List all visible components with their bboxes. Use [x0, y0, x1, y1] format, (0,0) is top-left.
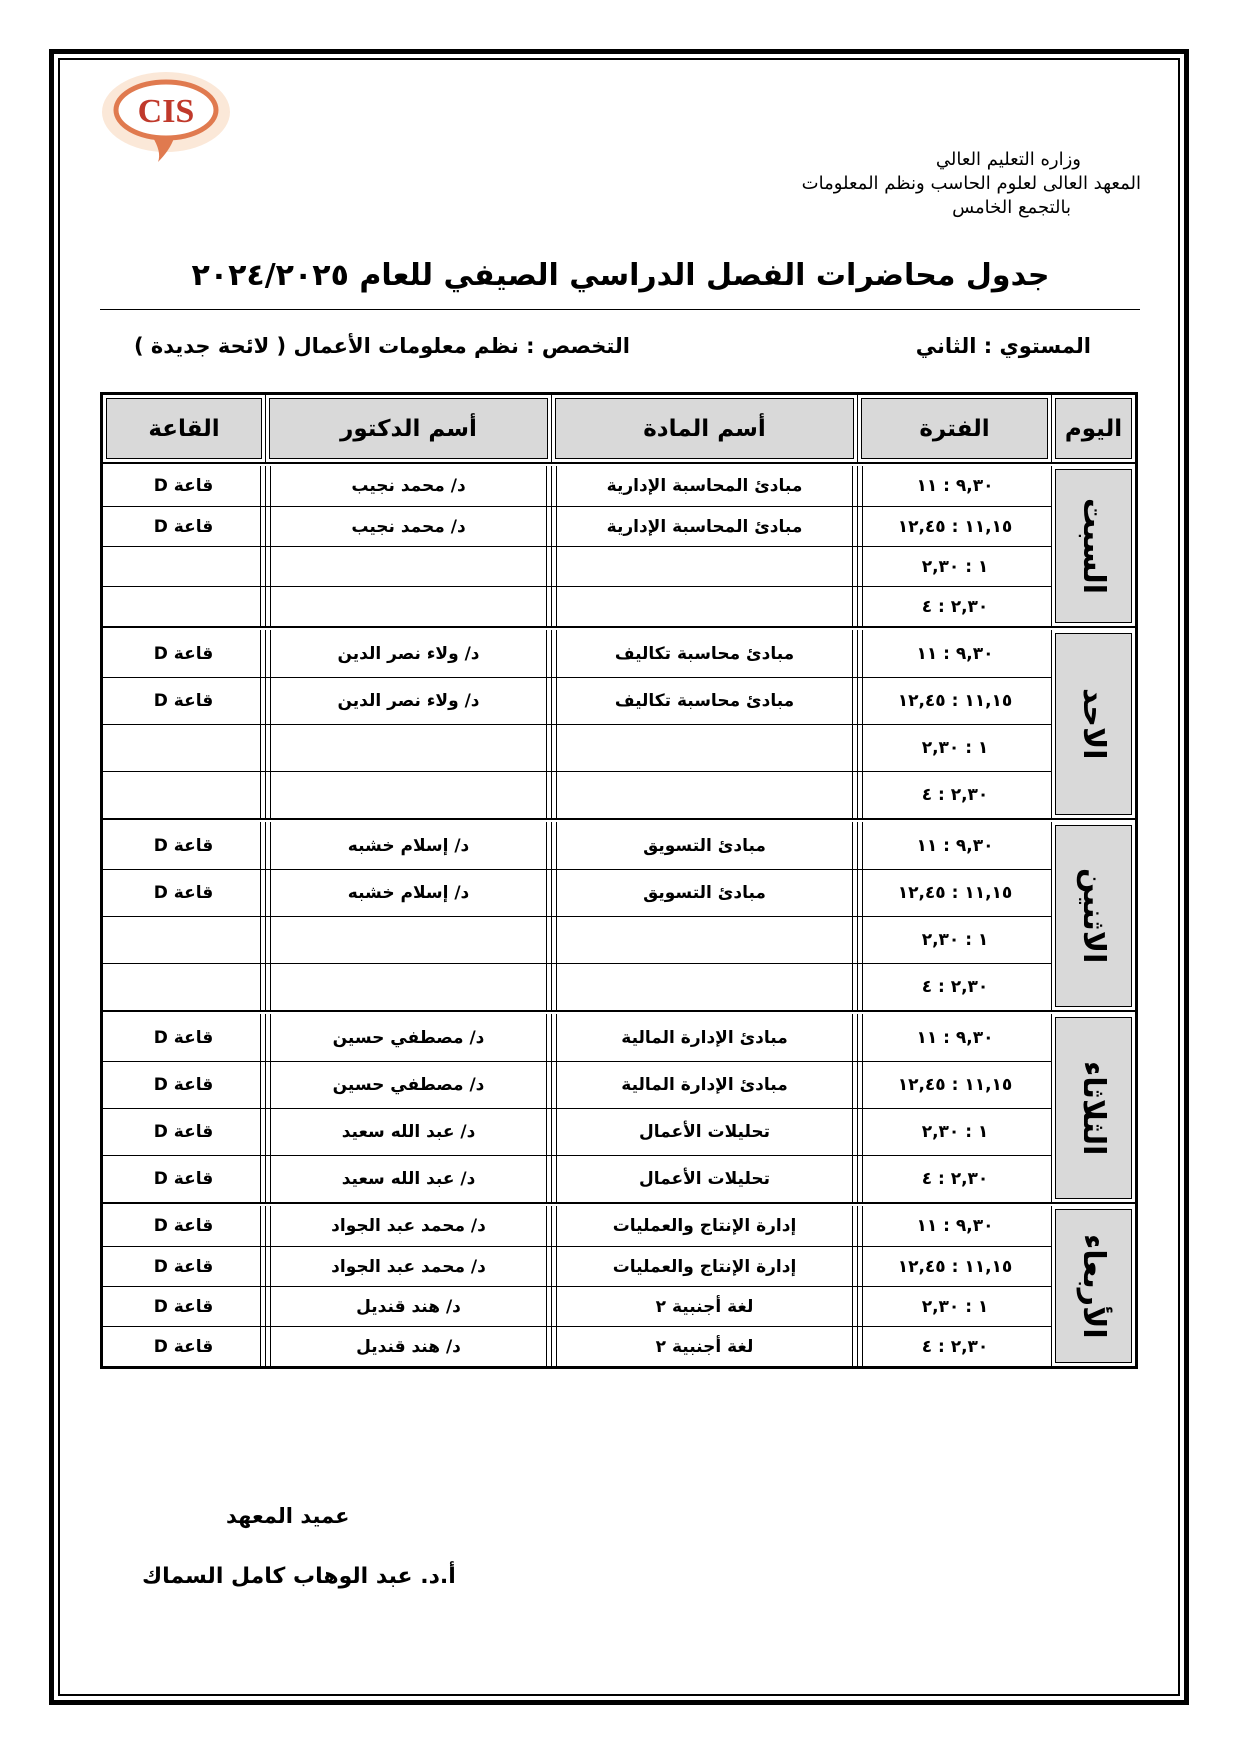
doctor-cell — [265, 586, 551, 626]
room-cell — [103, 822, 265, 869]
table-row — [103, 630, 1135, 677]
room-cell — [103, 506, 265, 546]
doctor-cell — [265, 1286, 551, 1326]
doctor-cell-text: د/ ولاء نصر الدين — [270, 678, 547, 724]
doctor-cell — [265, 1014, 551, 1061]
subject-cell — [551, 1108, 857, 1155]
day-name: الاحد — [1076, 688, 1111, 760]
subject-cell-text — [556, 725, 853, 771]
subject-cell — [551, 916, 857, 963]
period-cell-text: ٩,٣٠ : ١١ — [862, 630, 1047, 677]
doctor-cell — [265, 1326, 551, 1366]
period-cell-text: ٩,٣٠ : ١١ — [862, 466, 1047, 506]
subject-cell — [551, 1061, 857, 1108]
period-cell-text: ٢,٣٠ : ٤ — [862, 587, 1047, 626]
table-row — [103, 1286, 1135, 1326]
room-cell — [103, 916, 265, 963]
table-row — [103, 1061, 1135, 1108]
day-cell — [1051, 1206, 1135, 1366]
doctor-cell-text: د/ عبد الله سعيد — [270, 1109, 547, 1155]
period-cell — [857, 506, 1051, 546]
doctor-cell — [265, 677, 551, 724]
room-cell — [103, 466, 265, 506]
subject-cell-text: تحليلات الأعمال — [556, 1109, 853, 1155]
period-cell — [857, 869, 1051, 916]
subject-cell-text: إدارة الإنتاج والعمليات — [556, 1247, 853, 1286]
ministry-name: وزاره التعليم العالي — [935, 149, 1081, 170]
room-cell-text: قاعة D — [107, 1327, 261, 1366]
subject-cell-text: مبادئ الإدارة المالية — [556, 1014, 853, 1061]
dean-name: أ.د. عبد الوهاب كامل السماك — [142, 1564, 456, 1589]
table-row — [103, 546, 1135, 586]
room-cell — [103, 1326, 265, 1366]
period-cell — [857, 822, 1051, 869]
day-name: الاثنين — [1076, 868, 1111, 964]
period-cell-text: ١١,١٥ : ١٢,٤٥ — [862, 507, 1047, 546]
room-cell-text — [107, 964, 261, 1010]
subject-cell — [551, 677, 857, 724]
period-cell — [857, 630, 1051, 677]
subject-cell — [551, 1155, 857, 1202]
schedule-table — [100, 392, 1138, 1369]
subject-cell — [551, 1014, 857, 1061]
subject-cell-text: مبادئ محاسبة تكاليف — [556, 678, 853, 724]
room-cell-text — [107, 917, 261, 963]
room-cell — [103, 630, 265, 677]
room-cell-text — [107, 725, 261, 771]
svg-text:CIS: CIS — [137, 93, 195, 130]
subject-cell — [551, 869, 857, 916]
subject-cell-text: مبادئ المحاسبة الإدارية — [556, 466, 853, 506]
period-cell — [857, 1246, 1051, 1286]
room-cell — [103, 724, 265, 771]
table-row — [103, 1108, 1135, 1155]
period-cell-text: ٢,٣٠ : ٤ — [862, 1156, 1047, 1202]
period-cell — [857, 466, 1051, 506]
doctor-cell — [265, 1155, 551, 1202]
doctor-cell — [265, 506, 551, 546]
doctor-cell-text — [270, 725, 547, 771]
period-cell — [857, 1326, 1051, 1366]
room-cell-text: قاعة D — [107, 1014, 261, 1061]
day-name: الأربعاء — [1076, 1233, 1111, 1339]
period-cell-text: ١١,١٥ : ١٢,٤٥ — [862, 870, 1047, 916]
doctor-cell-text — [270, 587, 547, 626]
period-cell-text: ١ : ٢,٣٠ — [862, 1287, 1047, 1326]
doctor-cell-text: د/ ولاء نصر الدين — [270, 630, 547, 677]
subject-cell — [551, 630, 857, 677]
institute-logo — [96, 66, 236, 166]
subject-cell — [551, 466, 857, 506]
dean-title: عميد المعهد — [226, 1504, 350, 1528]
room-cell-text: قاعة D — [107, 678, 261, 724]
subject-cell — [551, 822, 857, 869]
doctor-cell-text: د/ عبد الله سعيد — [270, 1156, 547, 1202]
period-cell-text: ٩,٣٠ : ١١ — [862, 822, 1047, 869]
day-name: السبت — [1076, 497, 1111, 595]
room-cell-text: قاعة D — [107, 630, 261, 677]
day-cell — [1051, 466, 1135, 626]
doctor-cell-text: د/ هند قنديل — [270, 1287, 547, 1326]
doctor-cell — [265, 1246, 551, 1286]
period-cell-text: ١١,١٥ : ١٢,٤٥ — [862, 678, 1047, 724]
institute-location: بالتجمع الخامس — [952, 197, 1071, 218]
room-cell-text: قاعة D — [107, 466, 261, 506]
room-cell — [103, 1286, 265, 1326]
subject-cell — [551, 506, 857, 546]
subject-cell-text: إدارة الإنتاج والعمليات — [556, 1206, 853, 1246]
room-cell — [103, 1206, 265, 1246]
doctor-cell — [265, 724, 551, 771]
period-cell-text: ١ : ٢,٣٠ — [862, 725, 1047, 771]
period-cell-text: ٩,٣٠ : ١١ — [862, 1014, 1047, 1061]
doctor-cell — [265, 1061, 551, 1108]
period-cell — [857, 1108, 1051, 1155]
table-row — [103, 1014, 1135, 1061]
subject-cell-text: لغة أجنبية ٢ — [556, 1327, 853, 1366]
subject-cell — [551, 1326, 857, 1366]
header-subject: أسم المادة — [551, 395, 857, 462]
room-cell — [103, 1014, 265, 1061]
doctor-cell — [265, 1206, 551, 1246]
period-cell — [857, 916, 1051, 963]
period-cell-text: ٩,٣٠ : ١١ — [862, 1206, 1047, 1246]
subject-cell-text: مبادئ محاسبة تكاليف — [556, 630, 853, 677]
room-cell — [103, 586, 265, 626]
subject-cell-text: لغة أجنبية ٢ — [556, 1287, 853, 1326]
doctor-cell — [265, 916, 551, 963]
table-row — [103, 963, 1135, 1010]
period-cell — [857, 677, 1051, 724]
doctor-cell-text: د/ إسلام خشبه — [270, 822, 547, 869]
header-room: القاعة — [103, 395, 265, 462]
subject-cell-text — [556, 547, 853, 586]
header-period: الفترة — [857, 395, 1051, 462]
period-cell — [857, 586, 1051, 626]
room-cell — [103, 1155, 265, 1202]
subject-cell — [551, 586, 857, 626]
room-cell-text: قاعة D — [107, 1109, 261, 1155]
doctor-cell — [265, 771, 551, 818]
doctor-cell-text — [270, 964, 547, 1010]
period-cell — [857, 771, 1051, 818]
day-cell — [1051, 822, 1135, 1010]
period-cell-text: ١١,١٥ : ١٢,٤٥ — [862, 1247, 1047, 1286]
period-cell-text: ١ : ٢,٣٠ — [862, 1109, 1047, 1155]
room-cell-text: قاعة D — [107, 1287, 261, 1326]
table-row — [103, 1326, 1135, 1366]
doctor-cell-text: د/ مصطفي حسين — [270, 1062, 547, 1108]
period-cell — [857, 1286, 1051, 1326]
room-cell-text — [107, 587, 261, 626]
room-cell — [103, 869, 265, 916]
doctor-cell-text: د/ محمد عبد الجواد — [270, 1247, 547, 1286]
room-cell-text: قاعة D — [107, 822, 261, 869]
table-row — [103, 1155, 1135, 1202]
room-cell-text: قاعة D — [107, 507, 261, 546]
doctor-cell — [265, 1108, 551, 1155]
table-row — [103, 677, 1135, 724]
table-header-row — [103, 395, 1135, 462]
table-row — [103, 724, 1135, 771]
room-cell — [103, 1108, 265, 1155]
institute-name: المعهد العالى لعلوم الحاسب ونظم المعلومات — [801, 173, 1141, 194]
period-cell — [857, 546, 1051, 586]
room-cell-text — [107, 772, 261, 818]
doctor-cell — [265, 630, 551, 677]
doctor-cell-text — [270, 917, 547, 963]
subject-cell — [551, 1246, 857, 1286]
doctor-cell-text: د/ محمد عبد الجواد — [270, 1206, 547, 1246]
period-cell — [857, 963, 1051, 1010]
doctor-cell-text — [270, 547, 547, 586]
subject-cell — [551, 546, 857, 586]
page-title: جدول محاضرات الفصل الدراسي الصيفي للعام ٢٠٢٤/٢٠٢٥ — [191, 258, 1050, 293]
period-cell-text: ١١,١٥ : ١٢,٤٥ — [862, 1062, 1047, 1108]
table-row — [103, 1246, 1135, 1286]
day-cell — [1051, 630, 1135, 818]
period-cell — [857, 1155, 1051, 1202]
room-cell — [103, 1061, 265, 1108]
subject-cell — [551, 1286, 857, 1326]
doctor-cell-text: د/ إسلام خشبه — [270, 870, 547, 916]
room-cell-text: قاعة D — [107, 870, 261, 916]
doctor-cell-text: د/ مصطفي حسين — [270, 1014, 547, 1061]
room-cell — [103, 963, 265, 1010]
subject-cell — [551, 1206, 857, 1246]
room-cell-text: قاعة D — [107, 1206, 261, 1246]
doctor-cell — [265, 869, 551, 916]
room-cell-text: قاعة D — [107, 1247, 261, 1286]
table-row — [103, 771, 1135, 818]
table-row — [103, 586, 1135, 626]
room-cell — [103, 771, 265, 818]
level-label: المستوي : الثاني — [915, 334, 1091, 358]
subject-cell-text: مبادئ الإدارة المالية — [556, 1062, 853, 1108]
subject-cell-text: مبادئ المحاسبة الإدارية — [556, 507, 853, 546]
table-row — [103, 1206, 1135, 1246]
room-cell — [103, 1246, 265, 1286]
period-cell-text: ٢,٣٠ : ٤ — [862, 772, 1047, 818]
period-cell — [857, 724, 1051, 771]
day-cell — [1051, 1014, 1135, 1202]
room-cell-text: قاعة D — [107, 1062, 261, 1108]
period-cell-text: ٢,٣٠ : ٤ — [862, 1327, 1047, 1366]
period-cell-text: ١ : ٢,٣٠ — [862, 917, 1047, 963]
subject-cell-text — [556, 917, 853, 963]
period-cell — [857, 1061, 1051, 1108]
doctor-cell — [265, 546, 551, 586]
subject-cell — [551, 963, 857, 1010]
table-row — [103, 822, 1135, 869]
subject-cell-text — [556, 964, 853, 1010]
doctor-cell — [265, 963, 551, 1010]
room-cell — [103, 677, 265, 724]
table-row — [103, 916, 1135, 963]
header-doctor: أسم الدكتور — [265, 395, 551, 462]
day-name: الثلاثاء — [1076, 1060, 1111, 1156]
doctor-cell — [265, 466, 551, 506]
room-cell-text: قاعة D — [107, 1156, 261, 1202]
room-cell — [103, 546, 265, 586]
doctor-cell-text: د/ محمد نجيب — [270, 466, 547, 506]
period-cell-text: ١ : ٢,٣٠ — [862, 547, 1047, 586]
room-cell-text — [107, 547, 261, 586]
subject-cell-text — [556, 587, 853, 626]
period-cell-text: ٢,٣٠ : ٤ — [862, 964, 1047, 1010]
ministry-header — [802, 148, 1141, 220]
subject-cell — [551, 724, 857, 771]
table-row — [103, 466, 1135, 506]
subject-cell-text: تحليلات الأعمال — [556, 1156, 853, 1202]
doctor-cell-text: د/ محمد نجيب — [270, 507, 547, 546]
header-day: اليوم — [1051, 395, 1135, 462]
subject-cell — [551, 771, 857, 818]
doctor-cell — [265, 822, 551, 869]
subject-cell-text: مبادئ التسويق — [556, 870, 853, 916]
period-cell — [857, 1014, 1051, 1061]
table-row — [103, 506, 1135, 546]
subject-cell-text: مبادئ التسويق — [556, 822, 853, 869]
period-cell — [857, 1206, 1051, 1246]
doctor-cell-text: د/ هند قنديل — [270, 1327, 547, 1366]
title-divider — [100, 309, 1140, 310]
specialization-label: التخصص : نظم معلومات الأعمال ( لائحة جديدة ) — [133, 334, 630, 358]
doctor-cell-text — [270, 772, 547, 818]
subject-cell-text — [556, 772, 853, 818]
table-row — [103, 869, 1135, 916]
